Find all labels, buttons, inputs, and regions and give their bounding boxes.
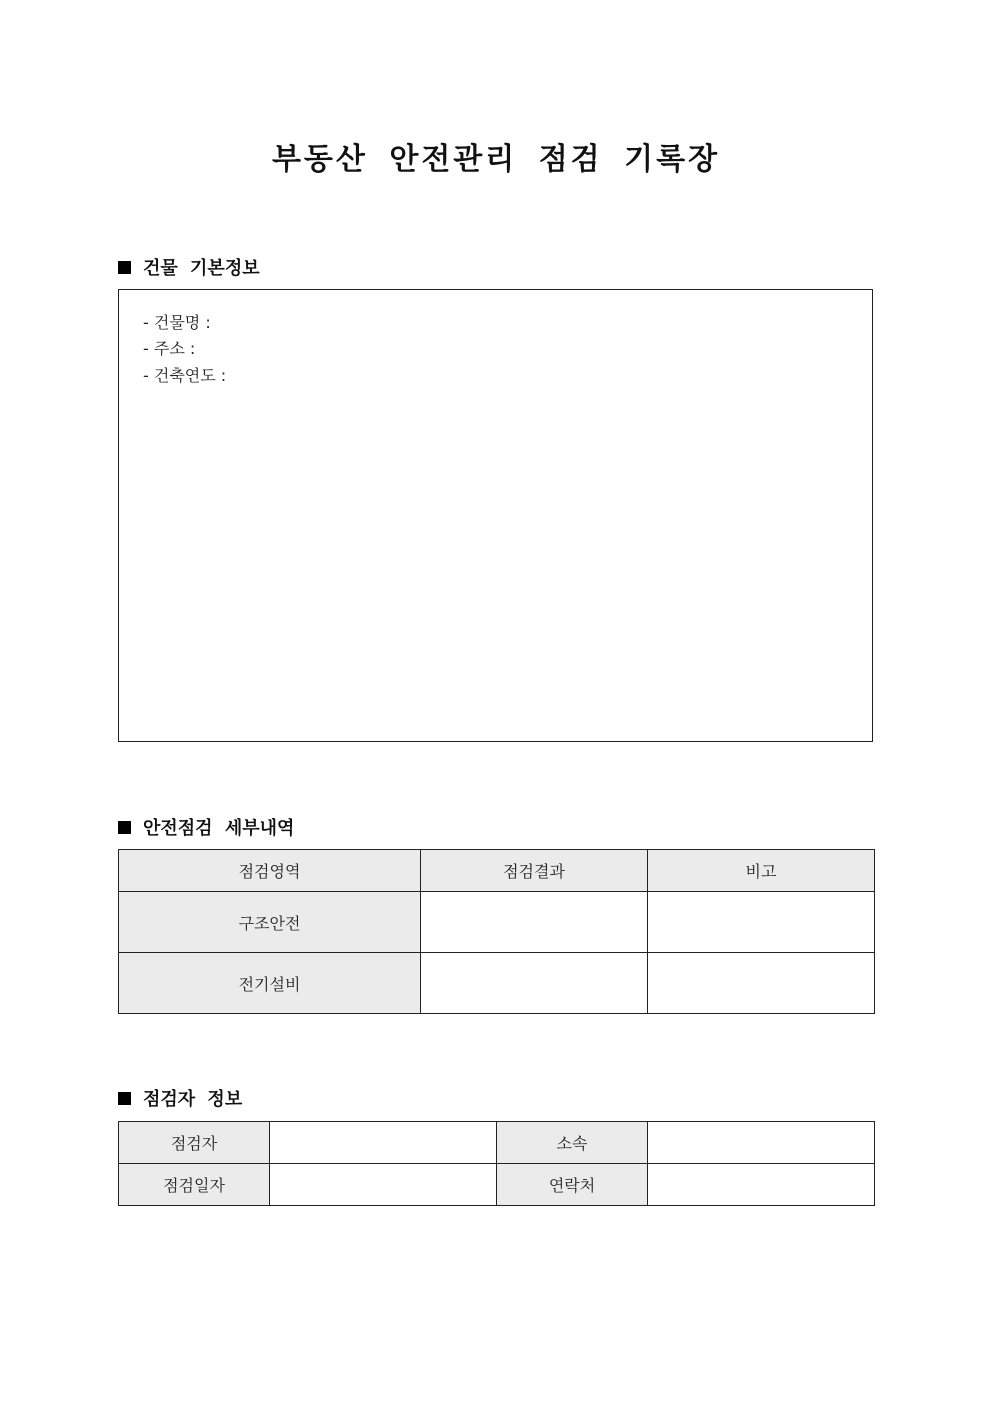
building-info-box[interactable]: [118, 289, 873, 742]
section-heading-text: 안전점검 세부내역: [143, 818, 295, 839]
area-cell: 구조안전: [119, 892, 421, 953]
header-note: 비고: [648, 850, 875, 892]
table-row: [119, 1122, 875, 1164]
building-name-line: - 건물명 :: [143, 313, 211, 332]
section-heading-inspection: [118, 814, 294, 840]
result-cell[interactable]: [421, 953, 648, 1014]
table-row: [119, 953, 875, 1014]
address-line: - 주소 :: [143, 339, 196, 358]
inspection-date-value[interactable]: [270, 1164, 497, 1206]
affiliation-value[interactable]: [648, 1122, 875, 1164]
inspection-date-label: 점검일자: [119, 1164, 270, 1206]
page-title: 부동산 안전관리 점검 기록장: [271, 142, 721, 177]
note-cell[interactable]: [648, 892, 875, 953]
square-bullet-icon: [118, 261, 131, 274]
area-cell: 전기설비: [119, 953, 421, 1014]
table-header-row: [119, 850, 875, 892]
header-area: 점검영역: [119, 850, 421, 892]
square-bullet-icon: [118, 1092, 131, 1105]
inspector-table: [118, 1121, 875, 1206]
table-row: [119, 1164, 875, 1206]
section-heading-inspector: [118, 1085, 242, 1111]
note-cell[interactable]: [648, 953, 875, 1014]
build-year-line: - 건축연도 :: [143, 366, 227, 385]
header-result: 점검결과: [421, 850, 648, 892]
contact-label: 연락처: [497, 1164, 648, 1206]
section-heading-text: 건물 기본정보: [143, 258, 260, 279]
table-row: [119, 892, 875, 953]
contact-value[interactable]: [648, 1164, 875, 1206]
inspector-label: 점검자: [119, 1122, 270, 1164]
square-bullet-icon: [118, 821, 131, 834]
inspection-table: [118, 849, 875, 1014]
affiliation-label: 소속: [497, 1122, 648, 1164]
inspector-value[interactable]: [270, 1122, 497, 1164]
result-cell[interactable]: [421, 892, 648, 953]
section-heading-text: 점검자 정보: [143, 1089, 243, 1110]
section-heading-building: [118, 254, 260, 280]
